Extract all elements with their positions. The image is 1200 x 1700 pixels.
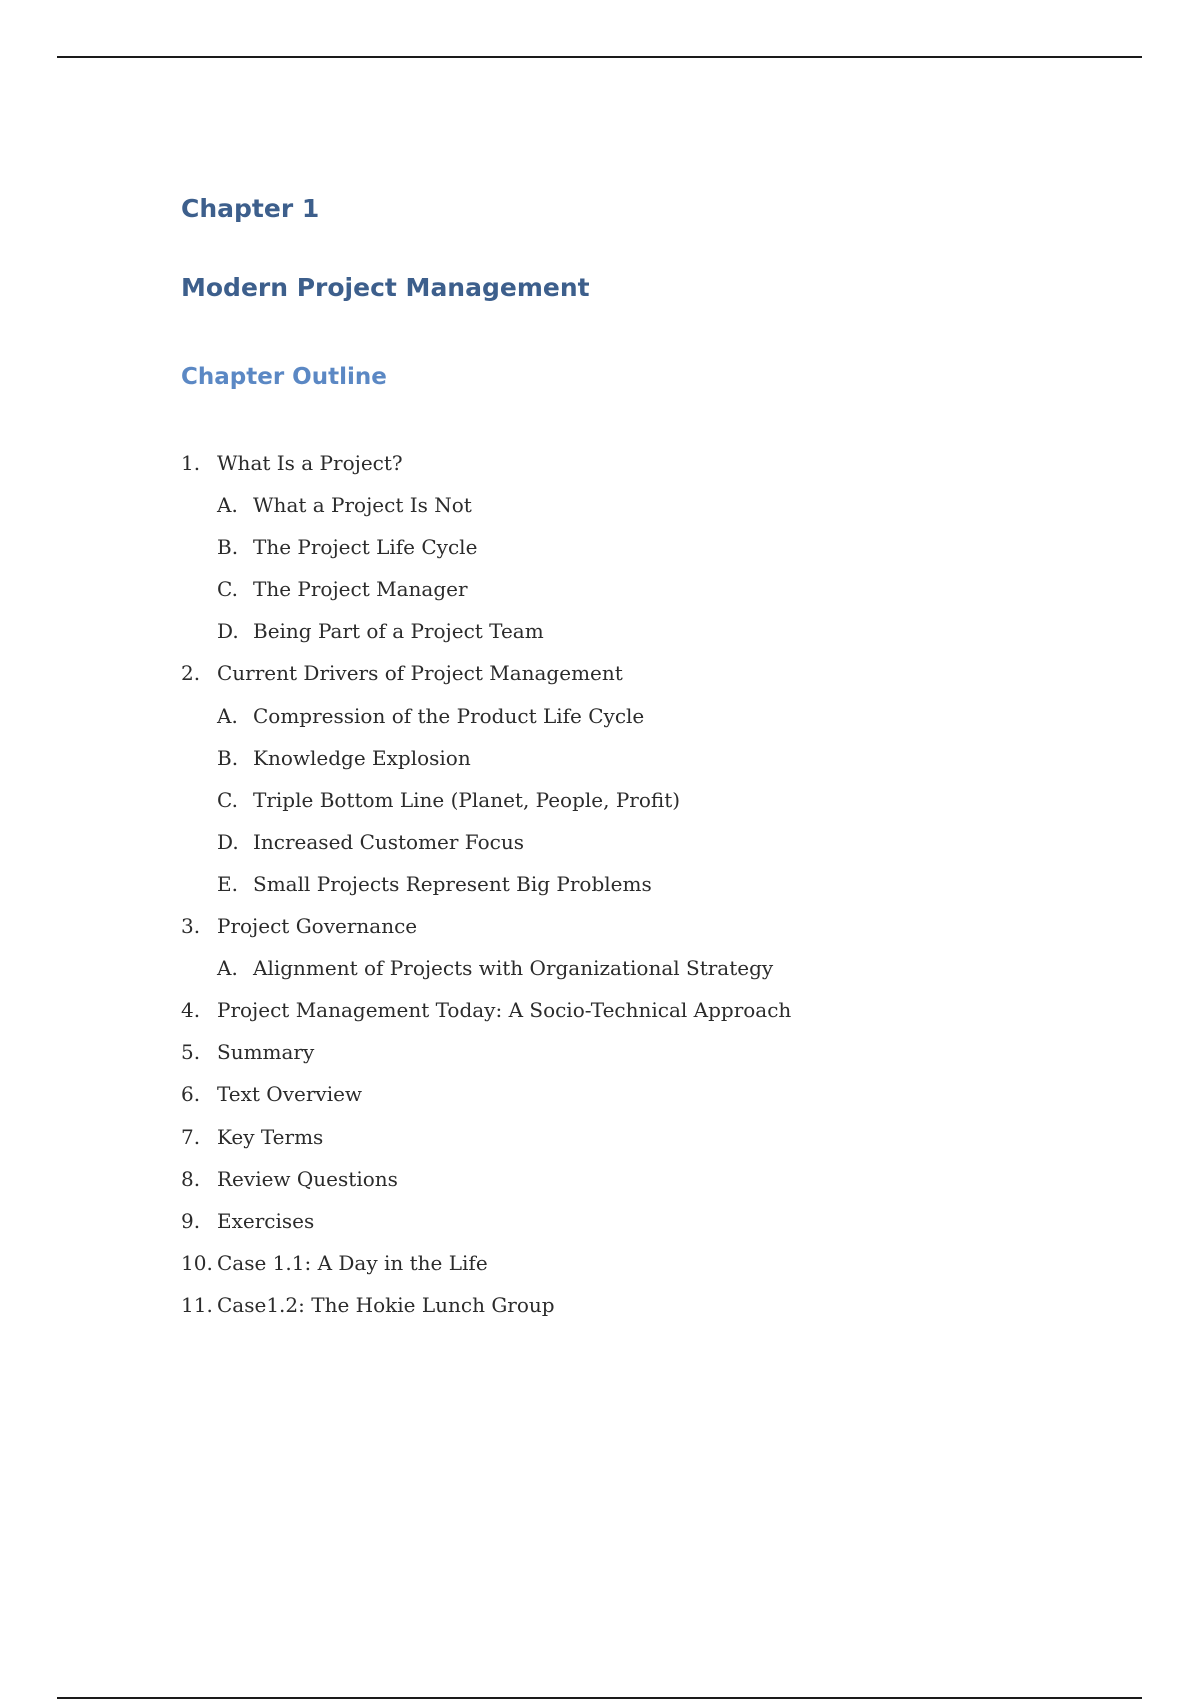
outline-item-text: Case1.2: The Hokie Lunch Group — [217, 1292, 555, 1317]
outline-subitem-text: The Project Life Cycle — [253, 535, 478, 560]
outline-item-number: 5. — [181, 1040, 201, 1065]
outline-item-text: Exercises — [217, 1208, 315, 1233]
outline-subitem-letter: D. — [217, 829, 239, 854]
outline-item — [181, 447, 1081, 489]
outline-item-text: Text Overview — [217, 1082, 363, 1107]
bottom-rule — [57, 1697, 1142, 1699]
chapter-label: Chapter 1 — [181, 194, 320, 223]
outline-subitem-letter: B. — [217, 745, 239, 770]
outline-item — [181, 657, 1081, 699]
outline-item-text: Summary — [217, 1040, 315, 1065]
outline-subitem-letter: D. — [217, 619, 239, 644]
outline-subitem-letter: C. — [217, 787, 238, 812]
outline-item-number: 4. — [181, 998, 201, 1023]
outline-item — [181, 1078, 1081, 1120]
outline-subitem — [181, 531, 1081, 573]
outline-item-text: Project Management Today: A Socio-Technical Approach — [217, 998, 792, 1023]
outline-item — [181, 1036, 1081, 1078]
outline-item-number: 8. — [181, 1166, 201, 1191]
outline-item-number: 10. — [181, 1250, 213, 1275]
outline-subitem-letter: A. — [217, 956, 238, 981]
outline-item-text: Current Drivers of Project Management — [217, 661, 623, 686]
outline-subitem — [181, 784, 1081, 826]
outline-subitem — [181, 826, 1081, 868]
outline-subitem-text: Small Projects Represent Big Problems — [253, 871, 652, 896]
outline-item — [181, 1289, 1081, 1331]
chapter-title: Modern Project Management — [181, 273, 590, 302]
outline-item-number: 1. — [181, 451, 201, 475]
outline-item-text: Project Governance — [217, 914, 418, 939]
outline-subitem — [181, 868, 1081, 910]
outline-subitem-text: Increased Customer Focus — [253, 829, 524, 854]
outline-subitem-text: Knowledge Explosion — [253, 745, 471, 770]
outline-subitem-text: The Project Manager — [253, 577, 468, 602]
outline-subitem — [181, 615, 1081, 657]
outline-subitem-text: Alignment of Projects with Organizational Strategy — [253, 956, 774, 981]
outline-item-text: Key Terms — [217, 1124, 324, 1149]
outline-item-number: 6. — [181, 1082, 201, 1107]
outline-item — [181, 994, 1081, 1036]
outline-item — [181, 1163, 1081, 1205]
outline-item-number: 11. — [181, 1292, 213, 1317]
outline-item — [181, 910, 1081, 952]
outline-subitem-text: Triple Bottom Line (Planet, People, Profit) — [253, 787, 681, 812]
outline-subitem — [181, 573, 1081, 615]
outline-item-number: 2. — [181, 661, 201, 686]
outline-item-number: 9. — [181, 1208, 201, 1233]
outline-subitem — [181, 742, 1081, 784]
outline-item-number: 7. — [181, 1124, 201, 1149]
top-rule — [57, 56, 1142, 58]
outline-subitem — [181, 700, 1081, 742]
outline-subitem-letter: C. — [217, 577, 238, 602]
outline-item-text: Case 1.1: A Day in the Life — [217, 1250, 488, 1275]
outline-item — [181, 1121, 1081, 1163]
outline-item — [181, 1247, 1081, 1289]
outline-subitem-text: Compression of the Product Life Cycle — [253, 703, 645, 728]
outline-subitem-letter: B. — [217, 535, 239, 560]
outline-subitem-letter: A. — [217, 703, 238, 728]
outline-item-number: 3. — [181, 914, 201, 939]
outline-subitem-text: What a Project Is Not — [253, 493, 472, 518]
outline-subitem-letter: A. — [217, 493, 238, 518]
outline-subitem — [181, 489, 1081, 531]
outline-item-text: What Is a Project? — [217, 451, 403, 475]
outline-heading: Chapter Outline — [181, 364, 387, 390]
outline-subitem-text: Being Part of a Project Team — [253, 619, 544, 644]
outline-item — [181, 1205, 1081, 1247]
outline-subitem-letter: E. — [217, 871, 238, 896]
outline-subitem — [181, 952, 1081, 994]
outline-item-text: Review Questions — [217, 1166, 398, 1191]
chapter-outline-list — [181, 447, 1081, 1331]
